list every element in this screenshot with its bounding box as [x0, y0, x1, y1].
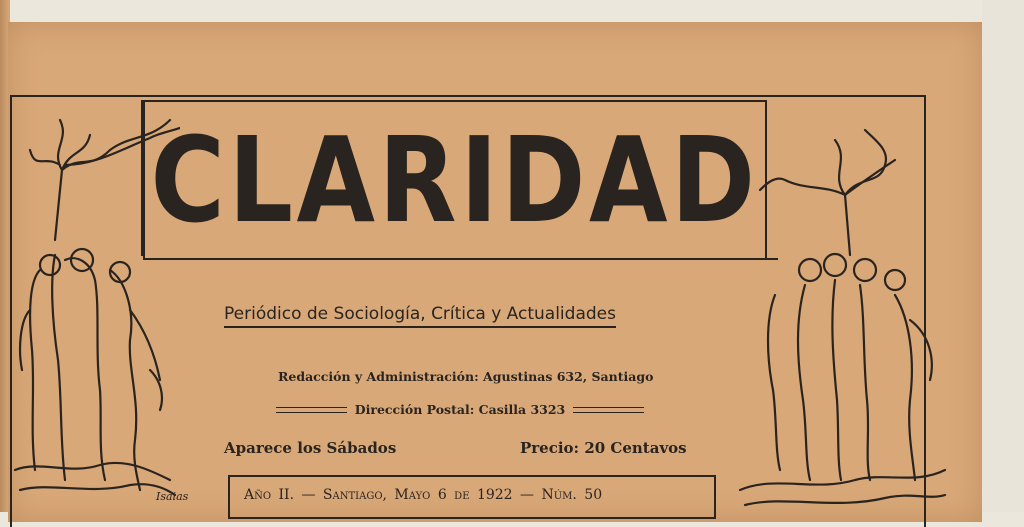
- decorative-double-rule: [573, 407, 644, 413]
- issue-line: Año II. — Santiago, Mayo 6 de 1922 — Núm. 50: [244, 487, 603, 503]
- title-box: [143, 100, 767, 260]
- editorial-address: Redacción y Administración: Agustinas 632, Santiago: [278, 369, 654, 384]
- newspaper-subtitle: Periódico de Sociología, Crítica y Actualidades: [224, 304, 616, 328]
- issue-info-box: [228, 475, 716, 519]
- right-torch-figures-illustration: [735, 120, 950, 510]
- newspaper-title: CLARIDAD: [150, 111, 760, 249]
- postal-row: [276, 402, 644, 417]
- artist-signature: Isaias: [156, 490, 189, 503]
- title-divider: [143, 258, 778, 260]
- issue-price: Precio: 20 Centavos: [520, 439, 687, 457]
- decorative-double-rule: [276, 407, 347, 413]
- postal-address: Dirección Postal: Casilla 3323: [354, 402, 566, 417]
- left-torch-figures-illustration: [10, 110, 180, 510]
- page-margin: [982, 0, 1024, 512]
- publication-schedule: Aparece los Sábados: [224, 439, 397, 457]
